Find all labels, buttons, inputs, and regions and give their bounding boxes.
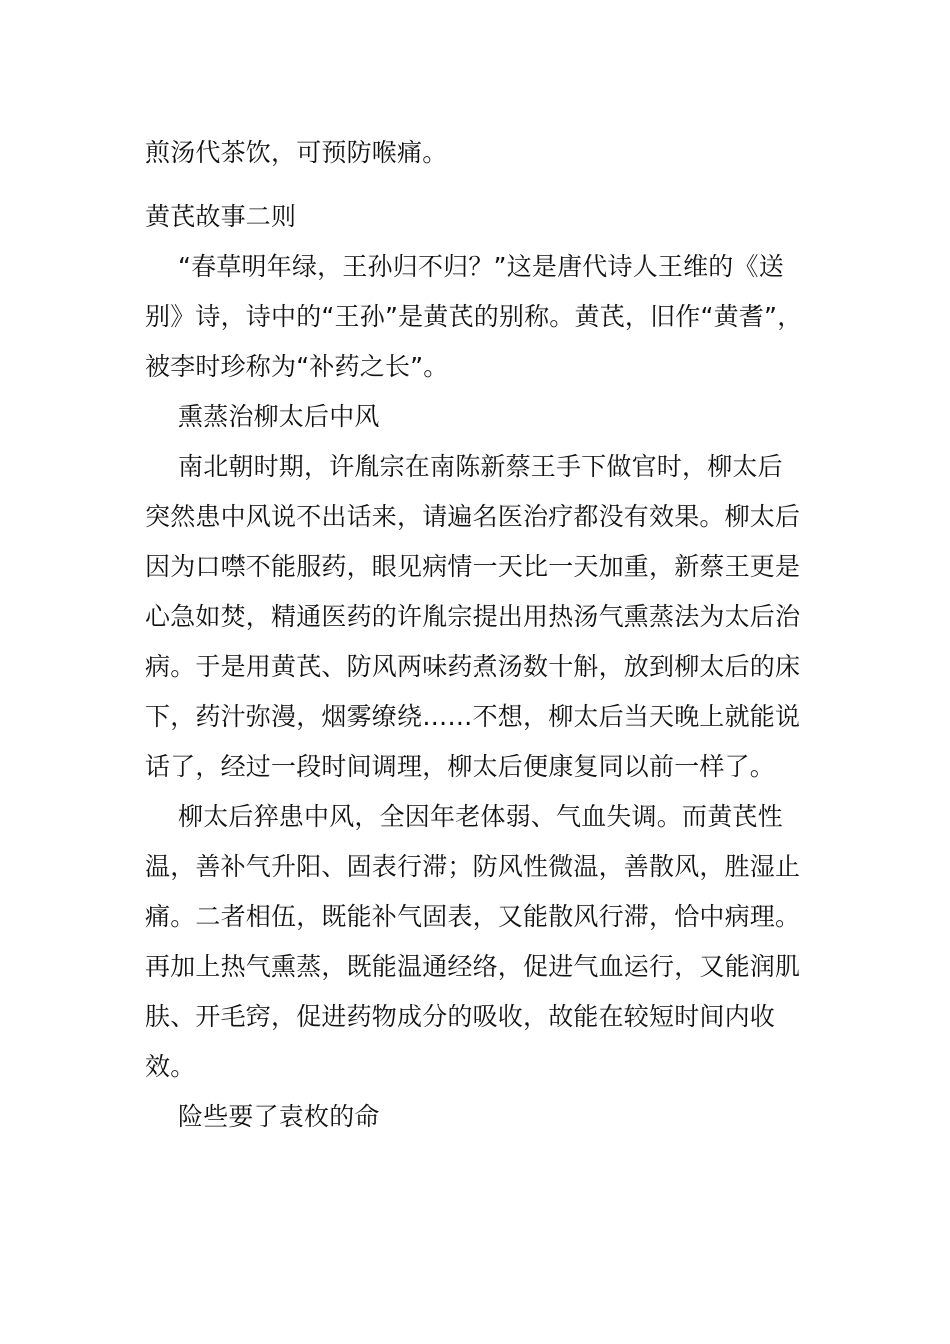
story2-title: 险些要了袁枚的命: [178, 1102, 380, 1131]
story1-paragraph-1: 南北朝时期，许胤宗在南陈新蔡王手下做官时，柳太后突然患中风说不出话来，请遍名医治疗都没有效果。柳太后因为口噤不能服药，眼见病情一天比一天加重，新蔡王更是心急如焚，精通医药的许胤宗提出用热汤气熏蒸法为太后治病。于是用黄芪、防风两味药煮汤数十斛，放到柳太后的床下，药汁弥漫，烟雾缭绕……不想，柳太后当天晚上就能说话了，经过一段时间调理，柳太后便康复同以前一样了。: [145, 452, 801, 781]
paragraph-continuation: 煎汤代茶饮，可预防喉痛。: [145, 138, 448, 167]
section-heading: 黄芪故事二则: [145, 202, 297, 231]
story1-paragraph-2: 柳太后猝患中风，全因年老体弱、气血失调。而黄芪性温，善补气升阳、固表行滞；防风性微温，善散风，胜湿止痛。二者相伍，既能补气固表，又能散风行滞，恰中病理。再加上热气熏蒸，既能温通经络，促进气血运行，又能润肌肤、开毛窍，促进药物成分的吸收，故能在较短时间内收效。: [145, 802, 801, 1081]
story1-title: 熏蒸治柳太后中风: [178, 402, 380, 431]
document-body: [145, 128, 805, 1142]
intro-paragraph: “春草明年绿，王孙归不归？”这是唐代诗人王维的《送别》诗，诗中的“王孙”是黄芪的别称。黄芪，旧作“黄耆”，被李时珍称为“补药之长”。: [145, 252, 803, 381]
